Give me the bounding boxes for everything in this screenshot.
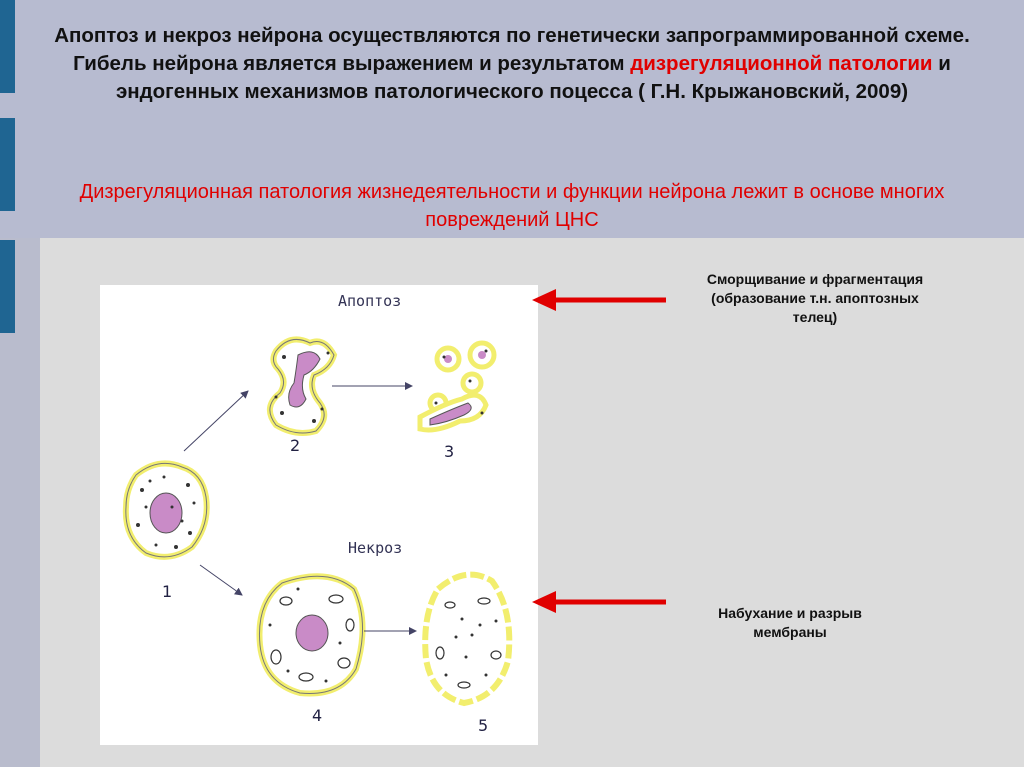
side-tab	[0, 118, 15, 211]
red-arrow-necrosis	[532, 590, 668, 614]
subtitle: Дизрегуляционная патология жизнедеятельности и функции нейрона лежит в основе многих повреждений ЦНС	[79, 181, 945, 231]
arrow-1-to-2	[184, 391, 248, 451]
arrow-1-to-4	[200, 565, 242, 595]
apoptosis-note: Сморщивание и фрагментация (образование т.н. апоптозных телец)	[706, 271, 924, 325]
necrosis-note: Набухание и разрыв мембраны	[718, 605, 862, 640]
cell-death-diagram	[100, 285, 538, 745]
cell-5	[425, 575, 509, 703]
title-text-end: и эндогенных механизмов патологического поцесса ( Г.Н. Крыжановский, 2009)	[115, 52, 951, 103]
cell-3	[420, 343, 494, 430]
diagram-canvas	[100, 285, 538, 745]
stage-number-5: 5	[478, 716, 489, 735]
stage-number-2: 2	[290, 436, 301, 455]
necrosis-label: Некроз	[348, 539, 403, 557]
stage-number-1: 1	[162, 582, 173, 601]
side-tab	[0, 0, 15, 93]
cell-1	[126, 463, 207, 556]
page-title	[40, 22, 984, 106]
stage-number-3: 3	[444, 442, 455, 461]
apoptosis-label: Апоптоз	[338, 292, 402, 310]
cell-4	[259, 576, 362, 693]
title-text: Апоптоз и некроз нейрона осуществляются по генетически запрограммированной схеме. Гибель нейрона является выражением и результатом	[54, 24, 970, 75]
red-arrow-apoptosis	[532, 288, 668, 312]
cell-2	[270, 339, 334, 433]
side-tab	[0, 240, 15, 333]
title-highlight: дизрегуляционной патологии	[630, 52, 933, 75]
stage-number-4: 4	[312, 706, 323, 725]
